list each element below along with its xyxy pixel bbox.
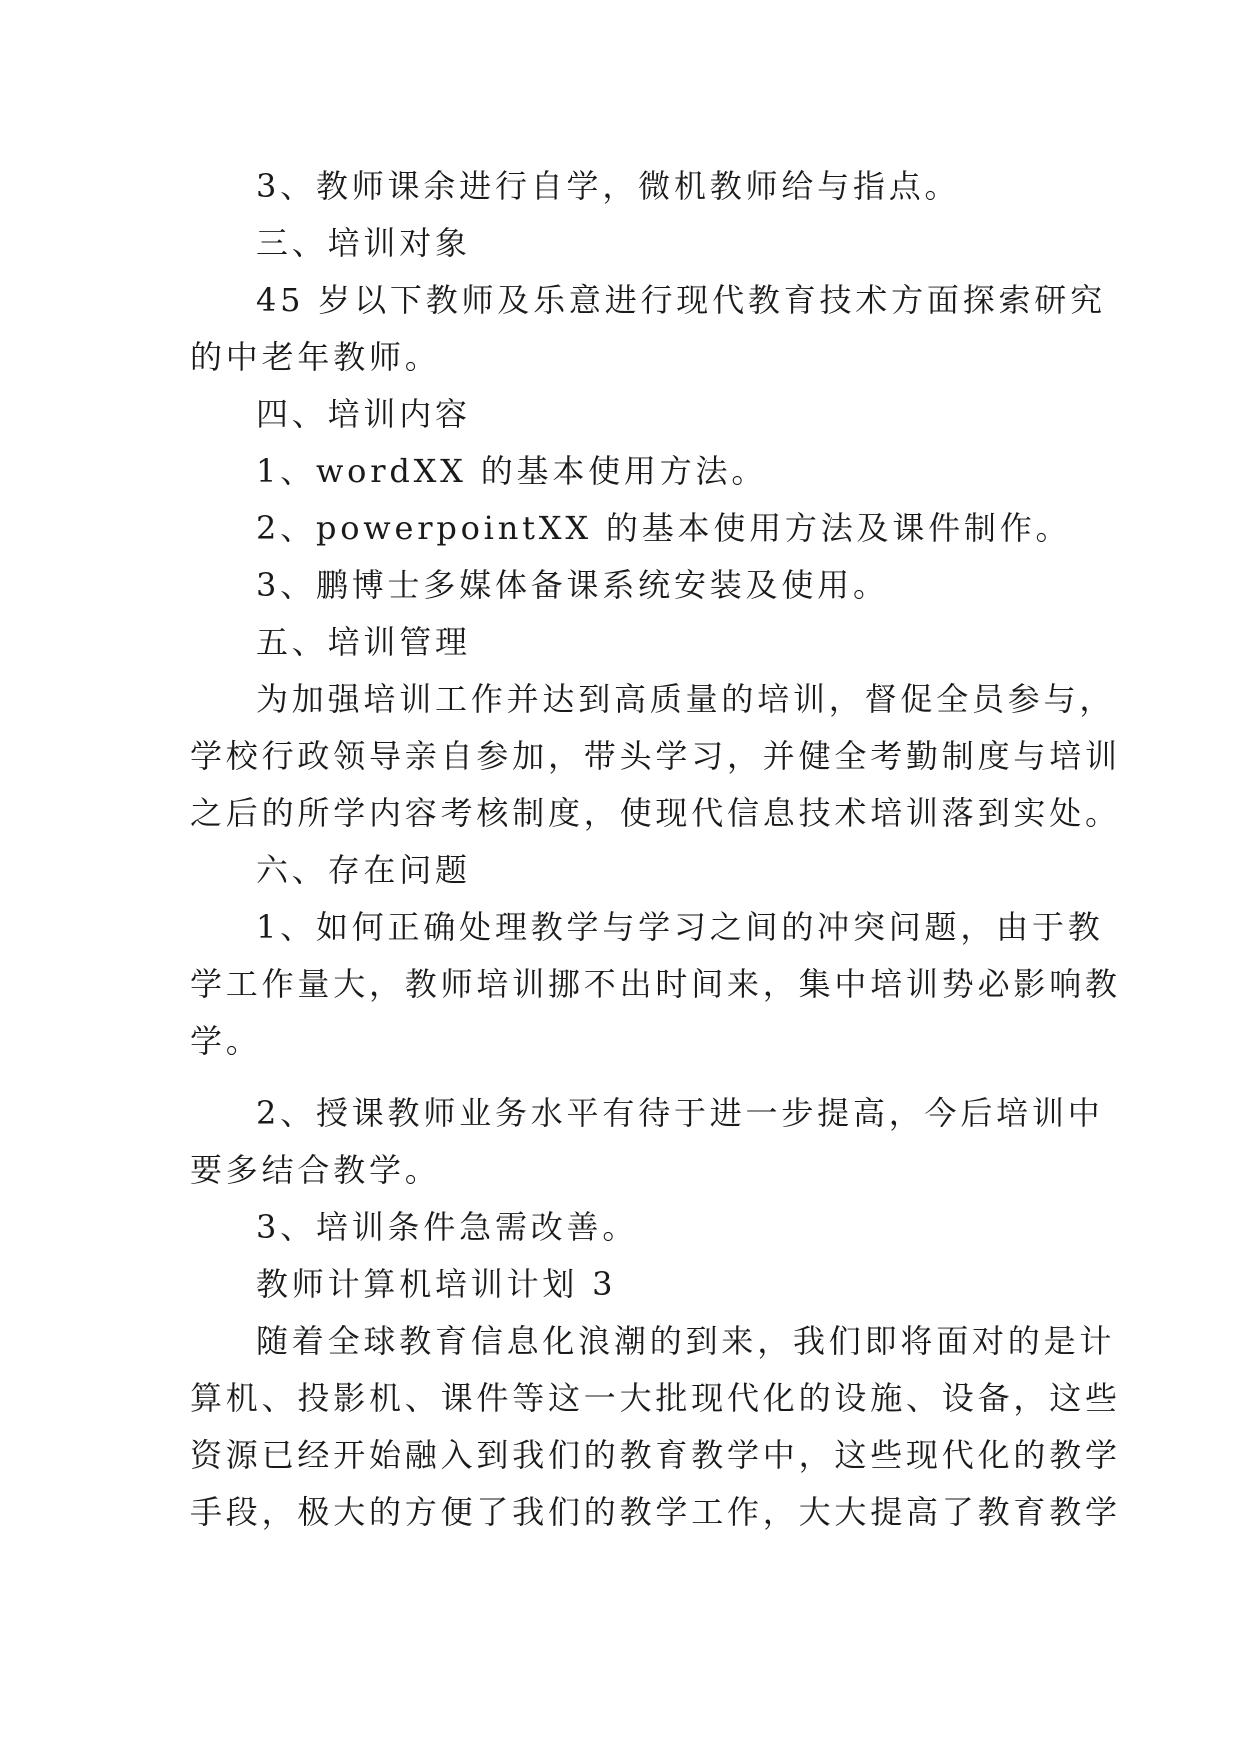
- paragraph-line: 1、如何正确处理教学与学习之间的冲突问题，由于教: [256, 908, 1104, 946]
- paragraph-line: 手段，极大的方便了我们的教学工作，大大提高了教育教学: [190, 1493, 1121, 1531]
- document-title: 教师计算机培训计划 3: [256, 1265, 617, 1303]
- section-heading: 五、培训管理: [256, 623, 471, 661]
- paragraph-line: 45 岁以下教师及乐意进行现代教育技术方面探索研究: [256, 281, 1106, 319]
- paragraph-line: 的中老年教师。: [190, 338, 441, 376]
- paragraph-line: 3、鹏博士多媒体备课系统安装及使用。: [256, 566, 889, 604]
- paragraph-line: 资源已经开始融入到我们的教育教学中，这些现代化的教学: [190, 1436, 1121, 1474]
- section-heading: 四、培训内容: [256, 395, 471, 433]
- paragraph-line: 学工作量大，教师培训挪不出时间来，集中培训势必影响教: [190, 965, 1121, 1003]
- paragraph-line: 3、培训条件急需改善。: [256, 1208, 639, 1246]
- paragraph-line: 之后的所学内容考核制度，使现代信息技术培训落到实处。: [190, 794, 1121, 832]
- paragraph-line: 2、授课教师业务水平有待于进一步提高，今后培训中: [256, 1094, 1104, 1132]
- paragraph-line: 2、powerpointXX 的基本使用方法及课件制作。: [256, 509, 1072, 547]
- paragraph-line: 为加强培训工作并达到高质量的培训，督促全员参与，: [256, 680, 1116, 718]
- paragraph-line: 学校行政领导亲自参加，带头学习，并健全考勤制度与培训: [190, 737, 1121, 775]
- paragraph-line: 学。: [190, 1022, 262, 1060]
- paragraph-line: 3、教师课余进行自学，微机教师给与指点。: [256, 167, 961, 205]
- paragraph-line: 要多结合教学。: [190, 1151, 441, 1189]
- paragraph-line: 1、wordXX 的基本使用方法。: [256, 452, 768, 490]
- paragraph-line: 算机、投影机、课件等这一大批现代化的设施、设备，这些: [190, 1379, 1121, 1417]
- section-heading: 三、培训对象: [256, 224, 471, 262]
- section-heading: 六、存在问题: [256, 851, 471, 889]
- paragraph-line: 随着全球教育信息化浪潮的到来，我们即将面对的是计: [256, 1322, 1116, 1360]
